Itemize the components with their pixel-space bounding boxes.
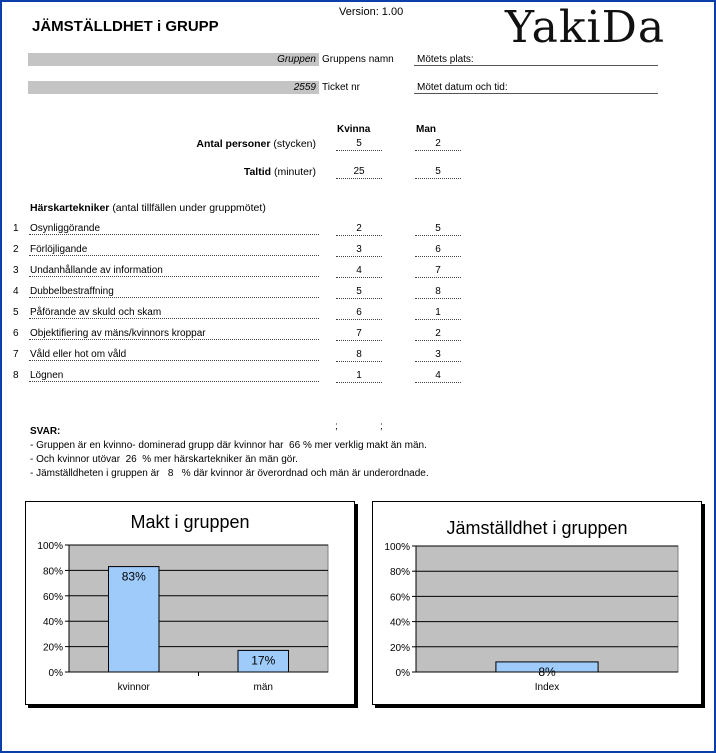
technique-row-number: 6 (13, 328, 19, 339)
meeting-date-field[interactable] (414, 93, 658, 94)
column-header-men: Man (416, 124, 436, 135)
technique-men-line (415, 298, 461, 299)
meeting-place-label: Mötets plats: (417, 54, 474, 65)
technique-women-line (336, 319, 382, 320)
technique-men-value[interactable]: 2 (435, 328, 441, 339)
technique-row-number: 2 (13, 244, 19, 255)
answer-mark: ; (380, 421, 383, 432)
answer-line-1: - Gruppen är en kvinno- dominerad grupp där kvinnor har 66 % mer verklig makt än män. (30, 440, 427, 451)
persons-men-value[interactable]: 2 (435, 138, 441, 149)
technique-women-value[interactable]: 1 (356, 370, 362, 381)
ticket-field[interactable]: 2559 (28, 81, 319, 94)
technique-row-line (29, 276, 319, 277)
y-tick-label: 0% (395, 668, 410, 679)
technique-row-label: Undanhållande av information (30, 265, 163, 276)
technique-row-number: 5 (13, 307, 19, 318)
technique-women-value[interactable]: 3 (356, 244, 362, 255)
data-label: 8% (538, 664, 556, 679)
y-tick-label: 100% (384, 542, 410, 553)
technique-row-number: 1 (13, 223, 19, 234)
talk-time-men-line (415, 178, 461, 179)
technique-men-value[interactable]: 4 (435, 370, 441, 381)
technique-row-number: 7 (13, 349, 19, 360)
technique-row-line (29, 360, 319, 361)
technique-women-value[interactable]: 8 (356, 349, 362, 360)
answer-heading: SVAR: (30, 426, 61, 437)
yakida-logo: YakiDa (505, 2, 666, 53)
y-tick-label: 0% (48, 668, 63, 679)
technique-women-value[interactable]: 4 (356, 265, 362, 276)
technique-women-line (336, 277, 382, 278)
technique-row-number: 4 (13, 286, 19, 297)
y-tick-label: 80% (389, 567, 410, 579)
meeting-place-field[interactable] (414, 65, 658, 66)
ticket-label: Ticket nr (322, 82, 360, 93)
talk-time-women-value[interactable]: 25 (353, 166, 365, 177)
chart-title: Jämställdhet i gruppen (446, 518, 628, 538)
technique-women-line (336, 361, 382, 362)
technique-row-line (29, 339, 319, 340)
technique-men-value[interactable]: 7 (435, 265, 441, 276)
technique-diff-value: 26 (125, 454, 137, 465)
technique-row-line (29, 381, 319, 382)
persons-women-value[interactable]: 5 (356, 138, 362, 149)
y-tick-label: 60% (42, 591, 63, 603)
y-tick-label: 60% (389, 592, 410, 604)
technique-row-line (29, 318, 319, 319)
technique-men-value[interactable]: 1 (435, 307, 441, 318)
technique-women-line (336, 235, 382, 236)
x-tick-label: Index (534, 682, 560, 693)
technique-women-line (336, 298, 382, 299)
column-header-women: Kvinna (337, 124, 371, 135)
answer-line-3: - Jämställdheten i gruppen är 8 % där kvinnor är överordnad och män är underordnade. (30, 468, 429, 479)
technique-men-line (415, 256, 461, 257)
answer-mark: ; (335, 421, 338, 432)
chart-title: Makt i gruppen (130, 512, 250, 532)
technique-women-line (336, 256, 382, 257)
plot-area (69, 545, 328, 672)
technique-men-line (415, 235, 461, 236)
version-label: Version: 1.00 (339, 6, 404, 18)
data-label: 83% (121, 569, 146, 584)
technique-men-line (415, 319, 461, 320)
chart-power-plot (26, 502, 354, 704)
chart-equality-plot (373, 502, 701, 704)
technique-row-label: Dubbelbestraffning (30, 286, 114, 297)
technique-row-line (29, 255, 319, 256)
techniques-heading: Härskartekniker (antal tillfällen under gruppmötet) (30, 202, 266, 214)
y-tick-label: 40% (389, 617, 410, 629)
technique-men-value[interactable]: 5 (435, 223, 441, 234)
technique-row-number: 3 (13, 265, 19, 276)
persons-label: Antal personer (stycken) (196, 138, 316, 150)
technique-men-line (415, 361, 461, 362)
technique-women-line (336, 382, 382, 383)
persons-men-line (415, 150, 461, 151)
technique-row-line (29, 297, 319, 298)
technique-row-label: Förlöjligande (30, 244, 88, 255)
page-title: JÄMSTÄLLDHET i GRUPP (32, 18, 219, 35)
technique-men-line (415, 340, 461, 341)
chart-power (25, 501, 355, 705)
y-tick-label: 20% (42, 642, 63, 654)
technique-row-label: Osynliggörande (30, 223, 101, 234)
technique-men-value[interactable]: 3 (435, 349, 441, 360)
chart-equality (372, 501, 702, 705)
technique-men-line (415, 382, 461, 383)
answer-line-2: - Och kvinnor utövar 26 % mer härskartekniker än män gör. (30, 454, 298, 465)
y-tick-label: 80% (42, 566, 63, 578)
plot-area (416, 546, 678, 672)
technique-row-label: Lögnen (30, 370, 64, 381)
power-diff-value: 66 (289, 440, 301, 451)
technique-row-label: Påförande av skuld och skam (30, 307, 162, 318)
technique-women-value[interactable]: 5 (356, 286, 362, 297)
x-tick-label: män (253, 682, 273, 693)
y-tick-label: 100% (37, 541, 63, 552)
technique-women-value[interactable]: 2 (356, 223, 362, 234)
technique-row-line (29, 234, 319, 235)
technique-row-label: Objektifiering av mäns/kvinnors kroppar (30, 328, 206, 339)
meeting-date-label: Mötet datum och tid: (417, 82, 508, 93)
data-label: 17% (251, 653, 276, 668)
y-tick-label: 20% (389, 642, 410, 654)
persons-women-line (336, 150, 382, 151)
technique-women-value[interactable]: 7 (356, 328, 362, 339)
technique-men-value[interactable]: 6 (435, 244, 441, 255)
group-name-field[interactable]: Gruppen (28, 53, 319, 66)
talk-time-men-value[interactable]: 5 (435, 166, 441, 177)
technique-women-line (336, 340, 382, 341)
x-tick-label: kvinnor (117, 682, 150, 693)
technique-men-line (415, 277, 461, 278)
equality-value: 8 (167, 468, 174, 479)
technique-row-label: Våld eller hot om våld (30, 349, 127, 360)
technique-men-value[interactable]: 8 (435, 286, 441, 297)
y-tick-label: 40% (42, 617, 63, 629)
talk-time-women-line (336, 178, 382, 179)
talk-time-label: Taltid (minuter) (243, 166, 316, 178)
technique-row-number: 8 (13, 370, 19, 381)
group-name-label: Gruppens namn (322, 54, 394, 65)
technique-women-value[interactable]: 6 (356, 307, 362, 318)
